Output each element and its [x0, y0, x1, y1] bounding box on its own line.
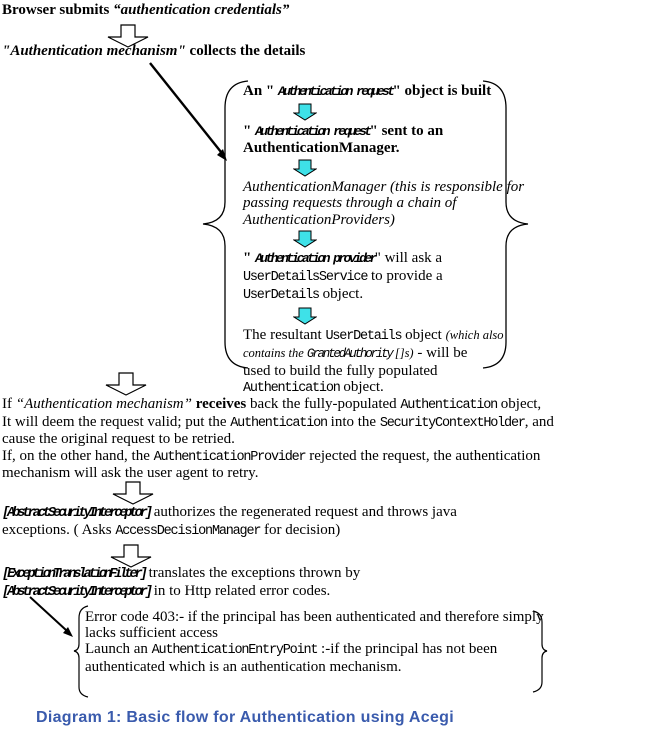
mid-authentication-2: Authentication [230, 415, 327, 431]
mid-line-1: If “Authentication mechanism” receives back the fully-populated Authentication object, [2, 396, 542, 413]
cyan-down-arrow-2 [293, 159, 317, 177]
authentication-credentials-text: “authentication credentials” [113, 2, 290, 18]
step-provider-asks-line3: UserDetails object. [243, 286, 364, 303]
down-arrow-outline-3 [112, 481, 154, 505]
step-sent-to-manager-line2 [243, 140, 493, 157]
abstractsecurityinterceptor-text-2: [AbstractSecurityInterceptor] [2, 585, 150, 600]
mid-line-2: It will deem the request valid; put the Authentication into the SecurityContextHolder, and [2, 413, 554, 431]
down-arrow-outline-2 [105, 372, 147, 396]
collects-details-text: collects the details [185, 43, 306, 59]
error-line-1: Error code 403:- if the principal has been authenticated and therefore simply [85, 609, 544, 625]
down-arrow-outline-2-shape [106, 373, 146, 395]
step1-authentication-request: Authentication request [278, 84, 393, 99]
authentication-mechanism-text: "Authentication mechanism" [2, 43, 186, 59]
cyan-down-arrow-1-shape [294, 104, 316, 120]
cyan-down-arrow-2-shape [294, 160, 316, 176]
translation-paragraph [2, 565, 360, 601]
interceptor-paragraph [2, 504, 457, 540]
step2-quote: " [243, 122, 256, 139]
translation-line-2: [AbstractSecurityInterceptor] in to Http related error codes. [2, 583, 331, 600]
step-manager-chain-line2: passing requests through a chain of [243, 195, 457, 211]
authenticationentrypoint-text: AuthenticationEntryPoint [151, 643, 318, 658]
translation-line-1: [ExceptionTranslationFilter] translates the exceptions thrown by [2, 565, 361, 582]
step4-quote: " [243, 250, 256, 266]
mechanism-collects-line [2, 42, 305, 60]
error-codes-block [85, 609, 544, 675]
error-line-4: authenticated which is an authentication mechanism. [85, 659, 402, 675]
browser-submits-line [2, 1, 289, 20]
accessdecisionmanager-text: AccessDecisionManager [115, 524, 261, 539]
error-line-2: lacks sufficient access [85, 625, 219, 641]
abstractsecurityinterceptor-text: [AbstractSecurityInterceptor] [2, 506, 150, 521]
step5-grantedauthority: GrantedAuthority [306, 347, 392, 361]
down-arrow-outline-3-shape [113, 482, 153, 504]
diagram-caption: Diagram 1: Basic flow for Authentication using Acegi [35, 709, 455, 726]
top-text-block [2, 1, 289, 20]
diagonal-arrow-to-error-block [30, 597, 73, 637]
step2-sent-to: " sent to an [369, 122, 444, 139]
step-manager-chain-line3: AuthenticationProviders) [243, 211, 395, 228]
brace-box-content [243, 83, 525, 398]
mid-line-4: If, on the other hand, the AuthenticationProvider rejected the request, the authentication [2, 447, 541, 465]
mid-line-5: mechanism will ask the user agent to retry. [2, 465, 259, 482]
step-request-built [243, 83, 493, 101]
step-resultant-line4: Authentication object. [243, 379, 384, 396]
cyan-down-arrow-3-shape [294, 231, 316, 247]
cyan-down-arrow-4-shape [294, 308, 316, 324]
step-resultant-line3: used to build the fully populated [243, 362, 438, 379]
step-provider-asks-line1 [243, 250, 493, 268]
interceptor-line-1: [AbstractSecurityInterceptor] authorizes the regenerated request and throws java [2, 504, 457, 521]
step2-authentication-request: Authentication request [255, 123, 370, 139]
step5-authentication: Authentication [243, 381, 340, 396]
diagonal-arrow-to-brace-box [150, 63, 227, 161]
step-sent-to-manager-line1 [243, 123, 493, 141]
step-manager-chain-line1: AuthenticationManager (this is responsible for [243, 178, 525, 195]
step1-suffix: " object is built [392, 83, 492, 99]
step-resultant-line1: The resultant UserDetails object (which also [243, 326, 504, 344]
step-resultant-line2: contains the GrantedAuthority []s) - will be [243, 345, 468, 361]
mechanism-receives-paragraph [2, 396, 554, 482]
step2-authentication-manager: AuthenticationManager. [243, 140, 400, 156]
mid-authenticationprovider: AuthenticationProvider [153, 449, 306, 465]
cyan-down-arrow-3 [293, 230, 317, 248]
exceptiontranslationfilter-text: [ExceptionTranslationFilter] [2, 567, 145, 582]
step4-authentication-provider: Authentication provider [255, 251, 375, 266]
cyan-down-arrow-1 [293, 103, 317, 121]
browser-submits-text: Browser submits [2, 2, 114, 18]
step5-userdetails: UserDetails [325, 328, 402, 344]
big-left-brace [203, 81, 248, 368]
step4-userdetailsservice: UserDetailsService [243, 269, 368, 285]
interceptor-line-2: exceptions. ( Asks AccessDecisionManager for decision) [2, 522, 341, 539]
step1-prefix: An " [243, 83, 279, 99]
cyan-down-arrow-4 [293, 307, 317, 325]
mid-authentication: Authentication [400, 398, 498, 413]
error-line-3: Launch an AuthenticationEntryPoint :-if the principal has not been [85, 641, 498, 658]
step4-will-ask: " will ask a [374, 250, 443, 266]
mid-line-3: cause the original request to be retried. [2, 431, 235, 448]
step4-userdetails: UserDetails [243, 288, 319, 303]
mid-securitycontextholder: SecurityContextHolder [379, 415, 525, 431]
down-arrow-outline-4-shape [111, 545, 151, 567]
step-provider-asks-line2: UserDetailsService to provide a [243, 267, 443, 285]
